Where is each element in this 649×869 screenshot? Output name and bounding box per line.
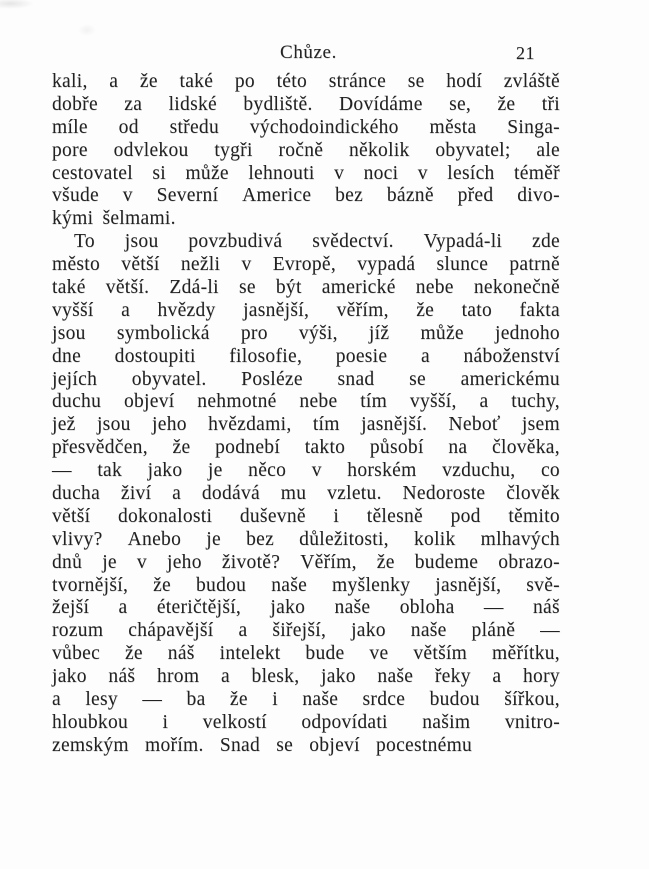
word: a — [172, 483, 182, 505]
word: tygři — [214, 139, 253, 161]
word: se — [409, 368, 426, 390]
word: že — [172, 437, 191, 459]
word: jako — [52, 666, 87, 688]
word: tuchy, — [511, 391, 560, 413]
word: lehnouti — [248, 162, 315, 184]
word: tím — [312, 414, 340, 436]
word: člověka, — [492, 437, 560, 459]
word: Vypadá-li — [423, 231, 503, 253]
word: Evropě, — [272, 254, 337, 276]
word: živí — [120, 483, 152, 505]
text-line — [52, 414, 560, 437]
word: jež — [52, 414, 76, 436]
word: odvlekou — [113, 139, 189, 161]
word: americké — [321, 277, 396, 299]
word: jeho — [152, 414, 187, 436]
text-line — [52, 597, 560, 620]
word: hory — [522, 666, 560, 688]
word: zde — [532, 231, 560, 253]
word: obloha — [399, 597, 455, 619]
text-line — [52, 369, 560, 392]
word: se — [407, 71, 425, 92]
word: stránce — [328, 71, 387, 92]
word: že — [229, 689, 248, 711]
text-line — [52, 140, 560, 163]
word: a — [420, 345, 430, 367]
word: americkému — [460, 368, 560, 390]
word: patrně — [509, 254, 560, 276]
word: že — [139, 71, 158, 92]
word: vůbec — [52, 643, 101, 665]
word: pro — [240, 322, 268, 344]
word: hodí — [446, 71, 483, 92]
text-line: kými šelmami. — [52, 208, 176, 230]
word: ba — [186, 689, 206, 711]
word: vypadá — [357, 254, 416, 276]
word: že — [153, 574, 172, 596]
word: jako — [351, 620, 386, 642]
word: že — [376, 551, 395, 573]
word: hloubkou — [52, 711, 129, 733]
page-number: 21 — [516, 43, 535, 63]
word: tak — [97, 460, 123, 482]
word: duchu — [52, 391, 102, 413]
word: jasnější, — [243, 299, 310, 321]
word: větší. — [105, 277, 150, 299]
page-header — [0, 42, 649, 66]
word: tělesně — [366, 505, 423, 527]
text-line — [52, 231, 560, 254]
word: jeho — [167, 551, 202, 573]
word: svě- — [526, 574, 560, 596]
word: dobře — [52, 93, 98, 115]
text-line: zemským mořím. Snad se objeví pocestnému — [52, 734, 473, 756]
word: životě? — [221, 551, 281, 573]
text-line — [52, 437, 560, 460]
word: horském — [347, 460, 417, 482]
word: jejích — [52, 368, 98, 390]
word: vlivy? — [52, 528, 103, 550]
text-line — [52, 575, 560, 598]
text-line — [52, 460, 560, 483]
word: našim — [422, 711, 471, 733]
word: také — [179, 71, 214, 92]
word: přesvědčen, — [52, 437, 148, 459]
word: město — [52, 254, 101, 276]
text-block — [52, 71, 560, 758]
word: a — [52, 689, 61, 711]
text-line — [52, 254, 560, 277]
word: naše — [410, 620, 447, 642]
text-line — [52, 300, 560, 323]
word: cestovatel — [52, 162, 133, 184]
word: větší — [52, 505, 91, 527]
text-line — [52, 483, 560, 506]
word: se — [238, 277, 256, 299]
word: že — [416, 299, 435, 321]
word: mu — [280, 483, 307, 505]
word: takto — [304, 437, 346, 459]
word: i — [333, 505, 340, 527]
word: naše — [271, 574, 308, 596]
word: hrom — [156, 666, 200, 688]
word: náboženství — [463, 345, 560, 367]
word: Dovídáme — [339, 93, 423, 115]
word: — — [52, 460, 72, 482]
word: po — [234, 71, 255, 92]
word: filosofie, — [229, 345, 303, 367]
word: náš — [108, 666, 136, 688]
word: ducha — [52, 483, 101, 505]
word: lesích — [447, 162, 495, 184]
word: odpovídati — [301, 711, 388, 733]
word: za — [124, 93, 143, 115]
word: — — [540, 620, 560, 642]
word: naše — [377, 666, 414, 688]
word: vzduchu, — [442, 460, 516, 482]
word: šiřejší, — [272, 620, 327, 642]
word: divo- — [517, 185, 560, 207]
word: podnebí — [215, 437, 281, 459]
word: žejší — [52, 597, 90, 619]
word: ale — [536, 139, 560, 161]
text-line — [52, 712, 560, 735]
word: že — [124, 643, 143, 665]
text-line — [52, 666, 560, 689]
word: jako — [321, 666, 356, 688]
word: ve — [369, 643, 389, 665]
word: může — [185, 162, 229, 184]
word: chápavější — [128, 620, 214, 642]
text-line — [52, 391, 560, 414]
word: tato — [461, 299, 493, 321]
word: zvláště — [503, 71, 560, 92]
word: vyšší — [52, 299, 94, 321]
word: a — [479, 391, 489, 413]
running-title: Chůze. — [280, 42, 337, 63]
word: pláně — [471, 620, 516, 642]
word: větší — [121, 254, 160, 276]
text-line — [52, 117, 560, 140]
word: To — [74, 231, 95, 253]
word: ročně — [278, 139, 324, 161]
word: objeví — [123, 391, 175, 413]
text-line — [52, 346, 560, 369]
word: před — [457, 185, 494, 207]
word: intelekt — [219, 643, 281, 665]
word: nežli — [180, 254, 221, 276]
word: také — [52, 277, 86, 299]
word: hvězdy — [157, 299, 216, 321]
word: bázně — [386, 185, 434, 207]
word: fakta — [519, 299, 560, 321]
word: jasnější, — [435, 574, 502, 596]
word: nekonečně — [473, 277, 560, 299]
word: jsou — [96, 414, 131, 436]
word: je — [207, 460, 223, 482]
word: snad — [337, 368, 375, 390]
word: co — [540, 460, 560, 482]
word: řeky — [434, 666, 471, 688]
word: tím — [360, 391, 388, 413]
word: měřítku, — [492, 643, 560, 665]
word: hvězdami, — [208, 414, 292, 436]
text-line — [52, 643, 560, 666]
word: je — [206, 528, 221, 550]
word: povzbudivá — [188, 231, 283, 253]
word: naše — [334, 597, 371, 619]
word: a — [109, 71, 119, 92]
word: vzletu. — [327, 483, 382, 505]
word: Posléze — [241, 368, 303, 390]
word: Americe — [242, 185, 312, 207]
word: a — [238, 620, 248, 642]
word: a — [118, 597, 128, 619]
word: vnitro- — [504, 711, 560, 733]
word: Severní — [156, 185, 219, 207]
word: i — [272, 689, 278, 711]
word: věřím, — [336, 299, 389, 321]
word: pod — [450, 505, 481, 527]
word: Nedoroste — [402, 483, 486, 505]
word: budeme — [414, 551, 479, 573]
text-line — [52, 689, 560, 712]
word: je — [102, 551, 117, 573]
word: jako — [270, 597, 306, 619]
word: něco — [248, 460, 287, 482]
word: středu — [169, 116, 220, 138]
text-line — [52, 163, 560, 186]
word: a — [121, 299, 131, 321]
word: že — [497, 93, 516, 115]
word: slunce — [436, 254, 489, 276]
word: nebe — [415, 277, 454, 299]
word: na — [448, 437, 468, 459]
word: bez — [246, 528, 275, 550]
word: Neboť — [448, 414, 501, 436]
text-line — [52, 185, 560, 208]
word: — — [483, 597, 504, 619]
word: svědectví. — [312, 231, 394, 253]
word: bez — [335, 185, 364, 207]
word: myšlenky — [332, 574, 411, 596]
word: jíž — [368, 322, 390, 344]
word: dostoupiti — [114, 345, 196, 367]
scan-smudge — [78, 24, 96, 36]
word: symbolická — [116, 322, 210, 344]
word: Zdá-li — [169, 277, 219, 299]
word: jsou — [124, 231, 159, 253]
text-line — [52, 552, 560, 575]
text-line — [52, 529, 560, 552]
word: jsou — [52, 322, 86, 344]
word: náš — [533, 597, 560, 619]
word: srdce — [362, 689, 406, 711]
word: nebe — [299, 391, 338, 413]
word: Anebo — [127, 528, 182, 550]
word: obyvatel; — [435, 139, 511, 161]
word: člověk — [506, 483, 560, 505]
word: bydliště. — [243, 93, 313, 115]
word: kolik — [413, 528, 456, 550]
word: této — [276, 71, 308, 92]
word: jednoho — [495, 322, 560, 344]
word: jasnější. — [361, 414, 428, 436]
word: naše — [302, 689, 339, 711]
word: poesie — [335, 345, 388, 367]
word: bude — [305, 643, 345, 665]
text-line — [52, 506, 560, 529]
word: éteričtější, — [156, 597, 242, 619]
word: dnů — [52, 551, 83, 573]
word: rozum — [52, 620, 104, 642]
word: lesy — [85, 689, 118, 711]
word: mlhavých — [480, 528, 560, 550]
word: několik — [349, 139, 410, 161]
word: tvornější, — [52, 574, 129, 596]
word: i — [162, 711, 169, 733]
word: v — [136, 551, 147, 573]
word: vyšší, — [409, 391, 457, 413]
word: a — [492, 666, 502, 688]
word: pore — [52, 139, 88, 161]
text-line — [52, 71, 560, 94]
word: kali, — [52, 71, 88, 92]
word: se, — [449, 93, 472, 115]
word: duševně — [239, 505, 306, 527]
word: Singa- — [507, 116, 560, 138]
text-line — [52, 620, 560, 643]
word: být — [275, 277, 302, 299]
word: dokonalosti — [117, 505, 213, 527]
word: obyvatel. — [131, 368, 207, 390]
word: obrazo- — [498, 551, 560, 573]
text-line — [52, 94, 560, 117]
word: jako — [147, 460, 183, 482]
scan-smudge — [0, 0, 34, 9]
word: dne — [52, 345, 82, 367]
word: a — [220, 666, 230, 688]
word: větším — [413, 643, 468, 665]
word: šířkou, — [504, 689, 560, 711]
word: velkostí — [202, 711, 267, 733]
word: si — [152, 162, 167, 184]
word: téměř — [514, 162, 560, 184]
word: nehmotné — [197, 391, 277, 413]
word: v — [241, 254, 252, 276]
word: budou — [195, 574, 247, 596]
word: míle — [52, 116, 88, 138]
word: blesk, — [251, 666, 300, 688]
word: tři — [541, 93, 560, 115]
word: východoindického — [249, 116, 399, 138]
word: od — [118, 116, 139, 138]
text-line — [52, 277, 560, 300]
word: náš — [167, 643, 195, 665]
word: dodává — [201, 483, 260, 505]
word: v — [417, 162, 428, 184]
word: výši, — [298, 322, 338, 344]
word: působí — [369, 437, 424, 459]
word: těmito — [508, 505, 560, 527]
text-line — [52, 323, 560, 346]
word: v — [311, 460, 322, 482]
word: noci — [363, 162, 399, 184]
word: budou — [429, 689, 480, 711]
word: lidské — [168, 93, 217, 115]
word: města — [429, 116, 477, 138]
word: všude — [52, 185, 99, 207]
word: důležitosti, — [299, 528, 389, 550]
word: Věřím, — [300, 551, 357, 573]
word: může — [420, 322, 464, 344]
word: v — [334, 162, 345, 184]
word: — — [142, 689, 163, 711]
word: v — [122, 185, 133, 207]
word: jsem — [521, 414, 560, 436]
